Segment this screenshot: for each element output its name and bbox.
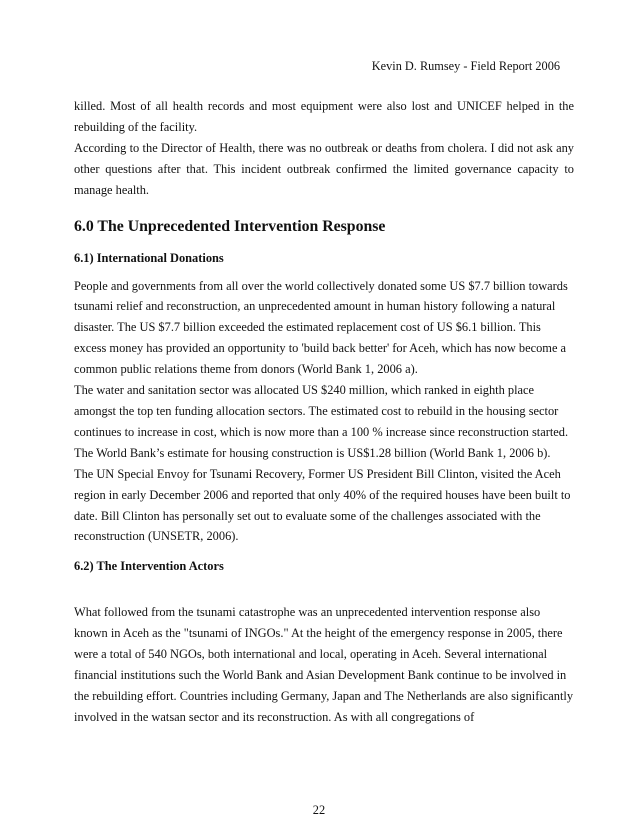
subsection-heading-6-2: 6.2) The Intervention Actors [74,559,224,574]
intro-paragraph-2: According to the Director of Health, there was no outbreak or deaths from cholera. I did not ask any other questions after that. This incident outbreak confirmed the limited governance capacity to manage health. [74,140,574,197]
donations-paragraph-1: People and governments from all over the world collectively donated some US $7.7 billion towards tsunami relief and reconstruction, an unprecedented amount in human history following a natural disaster. The US $7.7 billion exceeded the estimated replacement cost of US $6.1 billion. This excess money has provided an opportunity to 'build back better' for Aceh, which has now become a common public relations theme from donors (World Bank 1, 2006 a). [74,278,568,377]
subsection-heading-6-1: 6.1) International Donations [74,250,224,265]
spacer [74,547,574,557]
intro-paragraph-1: killed. Most of all health records and most equipment were also lost and UNICEF helped in the rebuilding of the facility. [74,99,574,134]
running-header: Kevin D. Rumsey - Field Report 2006 [371,59,560,73]
spacer [74,584,574,602]
donations-paragraph-2: The water and sanitation sector was allocated US $240 million, which ranked in eighth place amongst the top ten funding allocation sectors. The estimated cost to rebuild in the housing sector continues to increase in cost, which is now more than a 100 % increase since reconstruction started. The World Bank’s estimate for housing construction is US$1.28 billion (World Bank 1, 2006 b). [74,383,569,460]
section-heading-6-0: 6.0 The Unprecedented Intervention Response [74,217,386,235]
actors-paragraph-1: What followed from the tsunami catastrophe was an unprecedented intervention response also known in Aceh as the "tsunami of INGOs." At the height of the emergency response in 2005, there were a total of 540 NGOs, both international and local, operating in Aceh. Several international financial institutions such the World Bank and Asian Development Bank continue to be involved in the rebuilding effort. Countries including Germany, Japan and The Netherlands are also significantly involved in the watsan sector and its reconstruction. As with all congregations of [74,605,574,724]
donations-paragraph-3: The UN Special Envoy for Tsunami Recovery, Former US President Bill Clinton, visited the Aceh region in early December 2006 and reported that only 40% of the required houses have been built to date. Bill Clinton has personally set out to evaluate some of the challenges associated with the reconstruction (UNSETR, 2006). [74,466,571,544]
page-body [74,96,574,728]
page-number: 22 [312,803,326,817]
